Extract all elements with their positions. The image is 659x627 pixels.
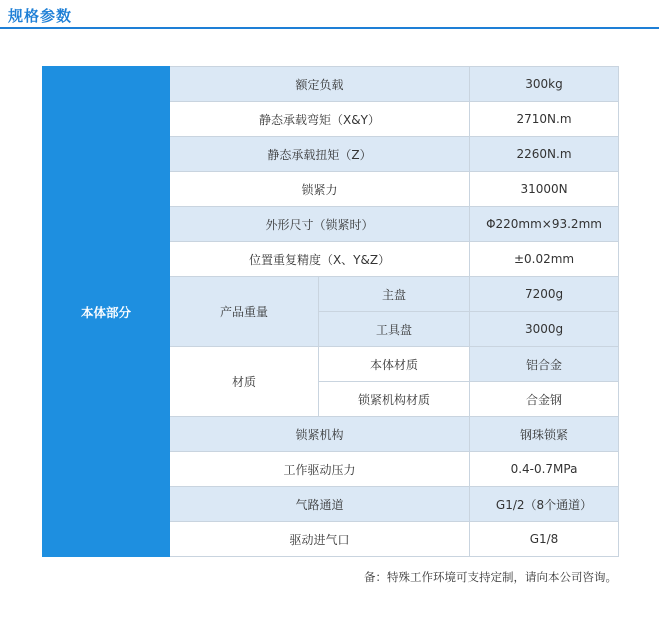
row-label: 锁紧机构材质 (319, 382, 470, 417)
row-label: 主盘 (319, 277, 470, 312)
row-value: Φ220mm×93.2mm (470, 207, 619, 242)
title-underline (0, 27, 659, 29)
weight-group-label: 产品重量 (170, 277, 319, 347)
row-value: 31000N (470, 172, 619, 207)
page-title: 规格参数 (8, 7, 73, 25)
row-value: 3000g (470, 312, 619, 347)
row-label: 工作驱动压力 (170, 452, 470, 487)
row-value: 合金钢 (470, 382, 619, 417)
page-header (0, 0, 659, 30)
row-label: 额定负载 (170, 67, 470, 102)
row-label: 静态承载弯矩（X&Y） (170, 102, 470, 137)
row-value: 2710N.m (470, 102, 619, 137)
footnote: 备：特殊工作环境可支持定制，请向本公司咨询。 (364, 570, 617, 584)
row-value: 钢珠锁紧 (470, 417, 619, 452)
row-label: 驱动进气口 (170, 522, 470, 557)
row-label: 工具盘 (319, 312, 470, 347)
row-value: 0.4-0.7MPa (470, 452, 619, 487)
row-label: 外形尺寸（锁紧时） (170, 207, 470, 242)
section-label: 本体部分 (43, 67, 170, 557)
row-value: G1/2（8个通道） (470, 487, 619, 522)
row-label: 静态承载扭矩（Z） (170, 137, 470, 172)
row-label: 锁紧机构 (170, 417, 470, 452)
row-value: 300kg (470, 67, 619, 102)
row-value: 2260N.m (470, 137, 619, 172)
material-group-label: 材质 (170, 347, 319, 417)
row-value: 铝合金 (470, 347, 619, 382)
row-label: 锁紧力 (170, 172, 470, 207)
row-value: G1/8 (470, 522, 619, 557)
row-label: 气路通道 (170, 487, 470, 522)
table-row (43, 67, 619, 102)
row-label: 本体材质 (319, 347, 470, 382)
row-label: 位置重复精度（X、Y&Z） (170, 242, 470, 277)
row-value: ±0.02mm (470, 242, 619, 277)
spec-table (42, 66, 619, 557)
row-value: 7200g (470, 277, 619, 312)
